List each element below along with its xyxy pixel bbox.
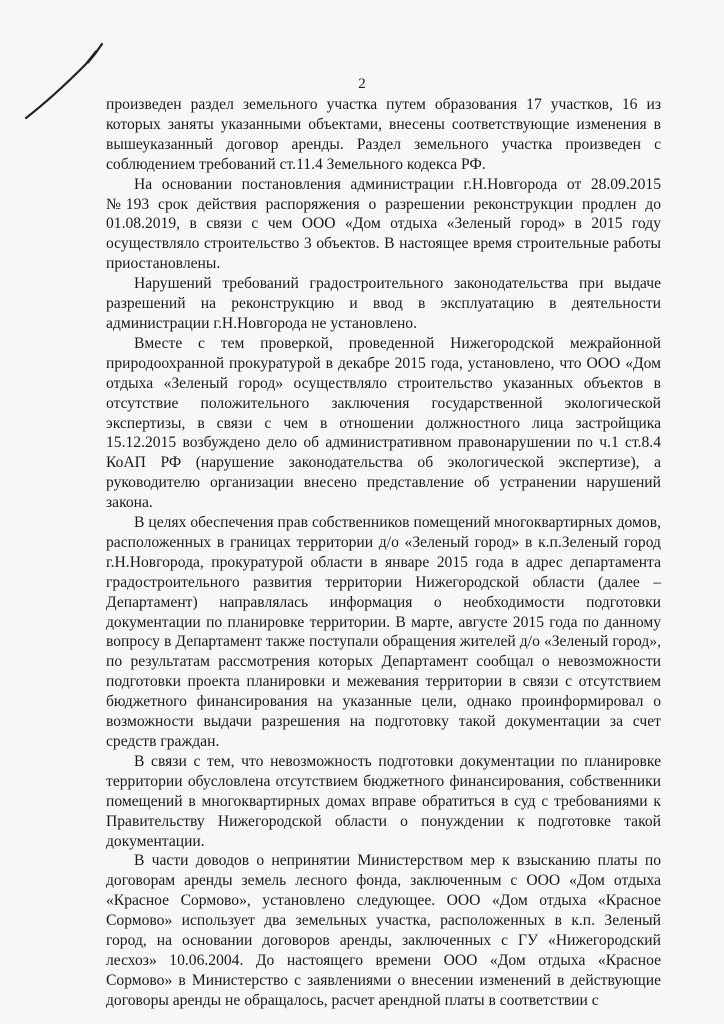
paragraph-1: произведен раздел земельного участка путем образования 17 участков, 16 из которых заняты указанными объектами, внесены соответствующие изменения в вышеуказанный договор аренды. Раздел земельного участка произведен с соблюдением требований ст.11.4 Земельного кодекса РФ. xyxy=(106,96,661,173)
paragraph-6: В связи с тем, что невозможность подготовки документации по планировке территории обусловлена отсутствием бюджетного финансирования, собственники помещений в многоквартирных домах вправе обратиться в суд с требованиями к Правительству Нижегородской области о понуждении к подготовке такой документации. xyxy=(106,752,661,850)
paragraph-5: В целях обеспечения прав собственников помещений многоквартирных домов, расположенных в границах территории д/о «Зеленый город» в к.п.Зеленый город г.Н.Новгорода, прокуратурой области в январе 2015 года в адрес департамента градостроительного развития территории Нижегородской области (далее – Департамент) направлялась информация о необходимости подготовки документации по планировке территории. В марте, августе 2015 года по данному вопросу в Департамент также поступали обращения жителей д/о «Зеленый город», по результатам рассмотрения которых Департамент сообщал о невозможности подготовки проекта планировки и межевания территории в связи с отсутствием бюджетного финансирования на указанные цели, однако проинформировал о возможности выдачи разрешения на подготовку такой документации за счет средств граждан. xyxy=(106,514,661,750)
document-body xyxy=(106,95,661,1011)
paragraph-7: В части доводов о непринятии Министерством мер к взысканию платы по договорам аренды земель лесного фонда, заключенным с ООО «Дом отдыха «Красное Сормово», установлено следующее. ООО «Дом отдыха «Красное Сормово» использует два земельных участка, расположенных в к.п. Зеленый город, на основании договоров аренды, заключенных с ГУ «Нижегородский лесхоз» 10.06.2004. До настоящего времени ООО «Дом отдыха «Красное Сормово» в Министерство с заявлениями о внесении изменений в действующие договоры аренды не обращалось, расчет арендной платы в соответствии с xyxy=(106,852,661,1009)
paragraph-4: Вместе с тем проверкой, проведенной Нижегородской межрайонной природоохранной прокуратурой в декабре 2015 года, установлено, что ООО «Дом отдыха «Зеленый город» осуществляло строительство указанных объектов в отсутствие положительного заключения государственной экологической экспертизы, в связи с чем в отношении должностного лица застройщика 15.12.2015 возбуждено дело об административном правонарушении по ч.1 ст.8.4 КоАП РФ (нарушение законодательства об экологической экспертизе), а руководителю организации внесено представление об устранении нарушений закона. xyxy=(106,334,661,512)
page-number: 2 xyxy=(358,76,366,92)
paragraph-3: Нарушений требований градостроительного законодательства при выдаче разрешений на реконструкцию и ввод в эксплуатацию в деятельности администрации г.Н.Новгорода не установлено. xyxy=(106,275,661,332)
paragraph-2: На основании постановления администрации г.Н.Новгорода от 28.09.2015 №193 срок действия распоряжения о разрешении реконструкции продлен до 01.08.2019, в связи с чем ООО «Дом отдыха «Зеленый город» в 2015 году осуществляло строительство 3 объектов. В настоящее время строительные работы приостановлены. xyxy=(106,175,661,273)
